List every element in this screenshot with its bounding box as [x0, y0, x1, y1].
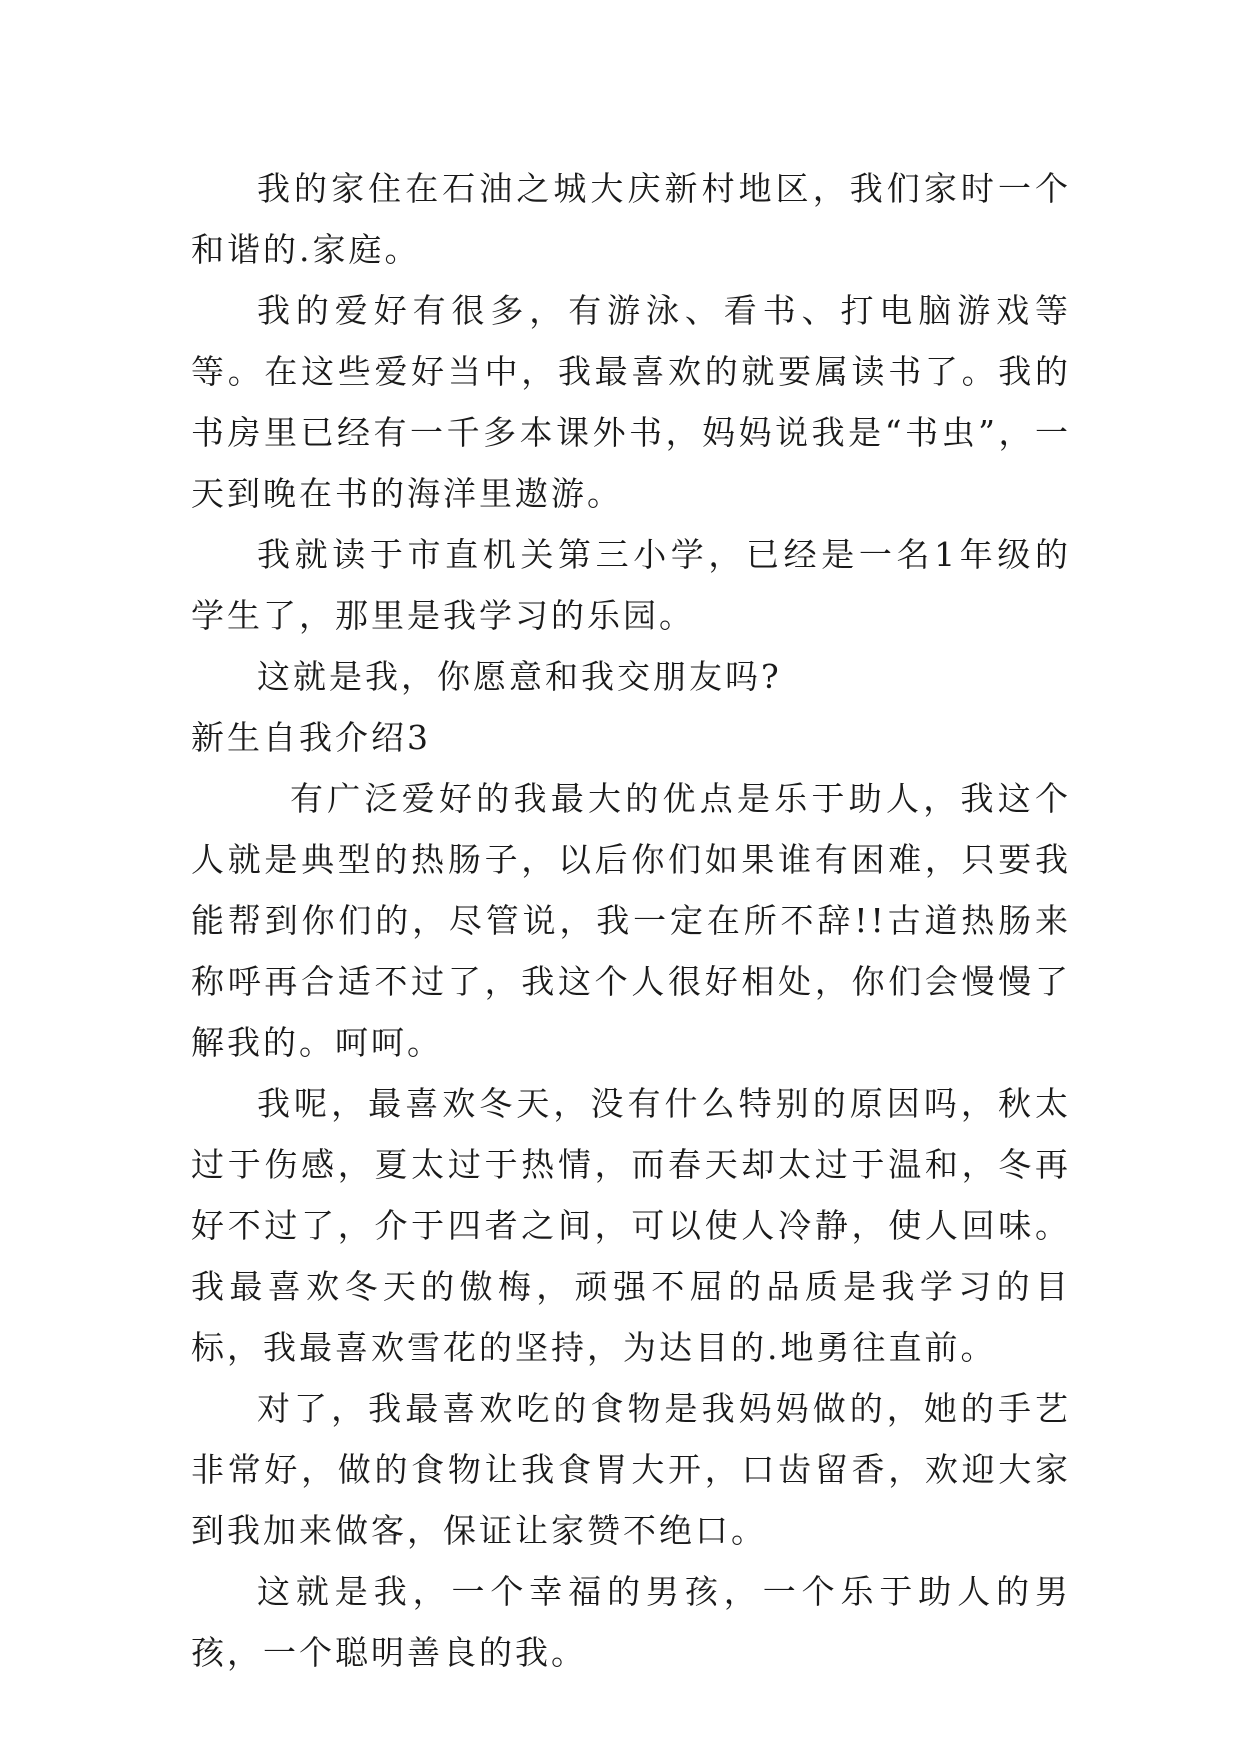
paragraph-closing-1: 这就是我，你愿意和我交朋友吗?	[257, 657, 782, 696]
section-heading: 新生自我介绍3	[191, 718, 431, 757]
paragraph-winter: 我呢，最喜欢冬天，没有什么特别的原因吗，秋太过于伤感，夏太过于热情，而春天却太过于温和，冬再好不过了，介于四者之间，可以使人冷静，使人回味。我最喜欢冬天的傲梅，顽强不屈的品质是我学习的目标，我最喜欢雪花的坚持，为达目的.地勇往直前。	[191, 1084, 1071, 1367]
paragraph-helpful: 有广泛爱好的我最大的优点是乐于助人，我这个人就是典型的热肠子，以后你们如果谁有困难，只要我能帮到你们的，尽管说，我一定在所不辞!!古道热肠来称呼再合适不过了，我这个人很好相处，你们会慢慢了解我的。呵呵。	[191, 779, 1071, 1062]
paragraph-closing-2: 这就是我，一个幸福的男孩，一个乐于助人的男孩，一个聪明善良的我。	[191, 1572, 1071, 1672]
paragraph-home: 我的家住在石油之城大庆新村地区，我们家时一个和谐的.家庭。	[191, 169, 1071, 269]
document-body	[191, 158, 1071, 1683]
paragraph-school: 我就读于市直机关第三小学，已经是一名1年级的学生了，那里是我学习的乐园。	[191, 535, 1071, 635]
paragraph-food: 对了，我最喜欢吃的食物是我妈妈做的，她的手艺非常好，做的食物让我食胃大开，口齿留香，欢迎大家到我加来做客，保证让家赞不绝口。	[191, 1389, 1071, 1550]
paragraph-hobbies: 我的爱好有很多，有游泳、看书、打电脑游戏等等。在这些爱好当中，我最喜欢的就要属读书了。我的书房里已经有一千多本课外书，妈妈说我是“书虫”，一天到晚在书的海洋里遨游。	[191, 291, 1071, 513]
